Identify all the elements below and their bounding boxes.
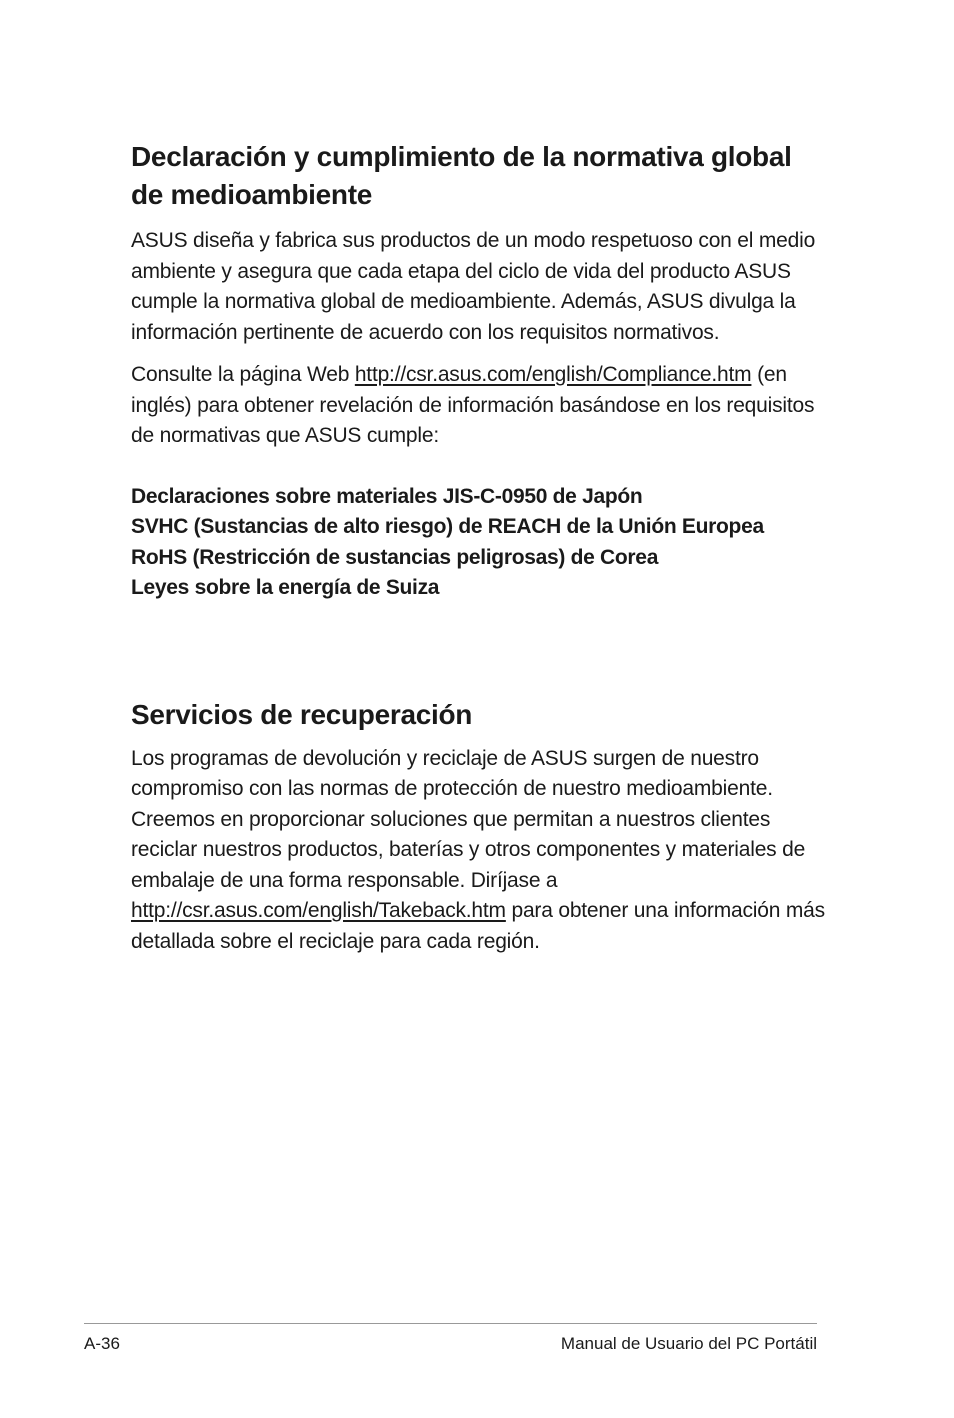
- footer-divider: [84, 1323, 817, 1324]
- list-item: RoHS (Restricción de sustancias peligrosas) de Corea: [131, 545, 659, 569]
- footer-page-number: A-36: [84, 1334, 120, 1353]
- paragraph-consult-web-text-before: Consulte la página Web: [131, 363, 355, 386]
- paragraph-recycling-text-after: para obtener una información más detallada sobre el reciclaje para cada región.: [131, 899, 825, 953]
- footer-manual-title: Manual de Usuario del PC Portátil: [560, 1334, 817, 1353]
- paragraph-recycling-text-before: Los programas de devolución y reciclaje de ASUS surgen de nuestro compromiso con las normas de protección de nuestro medioambiente. Creemos en proporcionar soluciones que permitan a nuestros clientes reciclar nuestros productos, baterías y otros componentes y materiales de embalaje de una forma responsable. Diríjase a: [131, 746, 806, 892]
- paragraph-consult-web-text-after: (en inglés) para obtener revelación de información basándose en los requisitos de normativas que ASUS cumple:: [131, 363, 815, 447]
- section-recovery-services: [131, 696, 831, 958]
- list-item: Leyes sobre la energía de Suiza: [131, 576, 440, 599]
- list-item: Declaraciones sobre materiales JIS-C-0950 de Japón: [131, 484, 643, 508]
- list-item: SVHC (Sustancias de alto riesgo) de REACH de la Unión Europea: [131, 515, 764, 538]
- compliance-link[interactable]: http://csr.asus.com/english/Compliance.htm: [354, 363, 752, 386]
- paragraph-recycling-programs: [131, 744, 831, 958]
- paragraph-asus-design: ASUS diseña y fabrica sus productos de un modo respetuoso con el medio ambiente y asegura que cada etapa del ciclo de vida del producto ASUS cumple la normativa global de medioambiente. Además, ASUS divulga la información pertinente de acuerdo con los requisitos normativos.: [131, 229, 816, 344]
- section-title-environment-compliance: Declaración y cumplimiento de la normativa global de medioambiente: [131, 141, 792, 210]
- takeback-link[interactable]: http://csr.asus.com/english/Takeback.htm: [131, 899, 506, 922]
- paragraph-consult-web: [131, 360, 831, 452]
- page-content: [131, 138, 831, 957]
- compliance-declarations-list: [131, 482, 831, 604]
- section-environment-compliance: [131, 138, 831, 604]
- section-title-recovery-services: Servicios de recuperación: [131, 698, 473, 730]
